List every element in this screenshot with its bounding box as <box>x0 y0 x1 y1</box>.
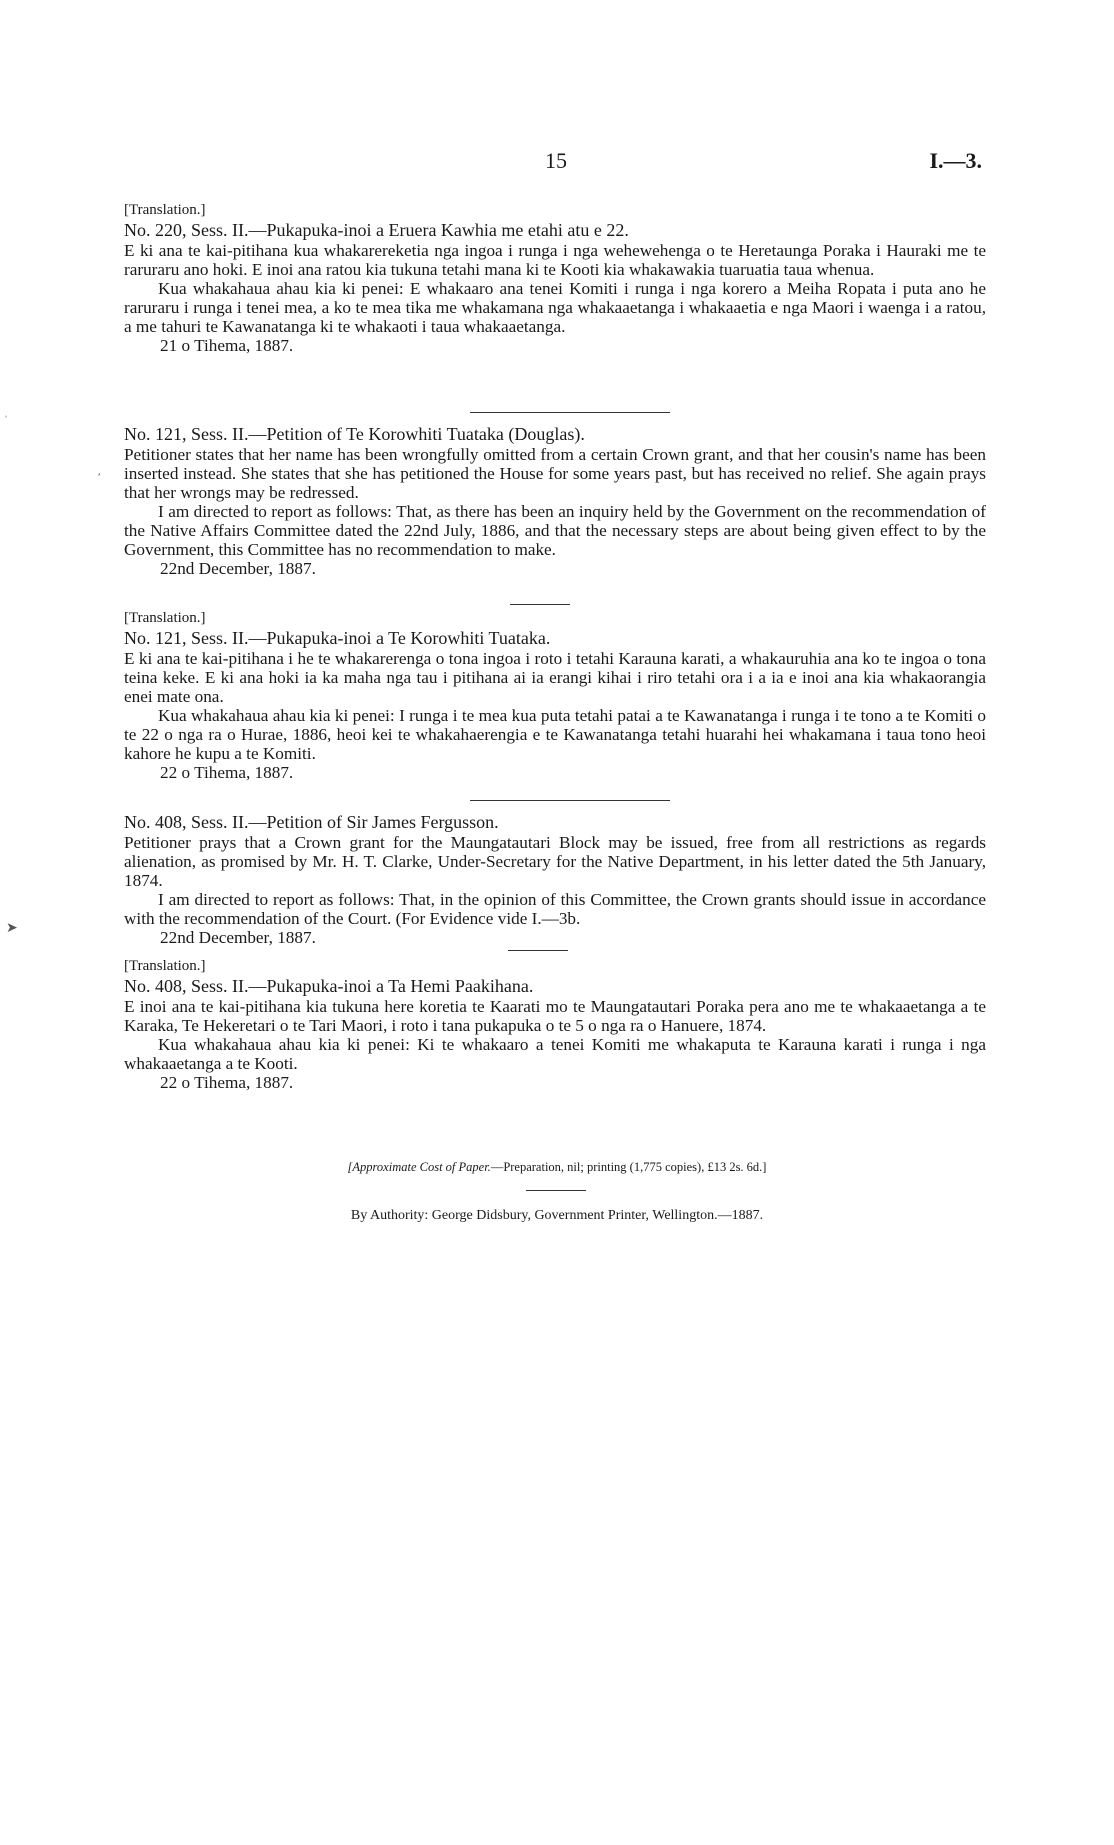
section-title: No. 121, Sess. II.—Petition of Te Korowhiti Tuataka (Douglas). <box>124 424 585 444</box>
paragraph: Petitioner states that her name has been wrongfully omitted from a certain Crown grant, and that her cousin's name has been inserted instead. She states that she has petitioned the House for some years past, but has received no relief. She again prays that her wrongs may be redressed. <box>124 445 986 502</box>
translation-label: [Translation.] <box>124 610 206 626</box>
printer-authority: By Authority: George Didsbury, Government Printer, Wellington.—1887. <box>350 1208 764 1223</box>
date-line: 22 o Tihema, 1887. <box>160 763 294 782</box>
paragraph: Petitioner prays that a Crown grant for the Maungatautari Block may be issued, free from all restrictions as regards alienation, as promised by Mr. H. T. Clarke, Under-Secretary for the Native Department, in his letter dated the 5th January, 1874. <box>124 833 986 890</box>
section-408-petition <box>124 812 986 947</box>
section-220-translation <box>124 200 986 355</box>
translation-label: [Translation.] <box>124 958 206 974</box>
date-line: 22 o Tihema, 1887. <box>160 1073 294 1092</box>
section-408-translation <box>124 956 986 1092</box>
section-divider <box>470 412 670 413</box>
paragraph: Kua whakahaua ahau kia ki penei: E whakaaro ana tenei Komiti i runga i nga korero a Meiha Ropata i puta ano he raruraru i runga i tenei mea, a ko te mea tika me whakamana nga whakaaetanga i whakaaetia e nga Maori i waenga i a ratou, a me tahuri te Kawanatanga ki te whakaoti i taua whakaaetanga. <box>124 279 986 336</box>
paragraph: E inoi ana te kai-pitihana kia tukuna here koretia te Kaarati mo te Maungatautari Poraka pera ano me te whakaaetanga a te Karaka, Te Hekeretari o te Tari Maori, i roto i tana pukapuka o te 5 o nga ra o Hanuere, 1874. <box>124 997 986 1035</box>
date-line: 21 o Tihema, 1887. <box>160 336 294 355</box>
translation-label: [Translation.] <box>124 202 206 218</box>
margin-mark-icon: ˌ <box>4 404 8 418</box>
section-divider <box>510 604 570 605</box>
page-number: 15 <box>545 148 567 173</box>
paragraph: Kua whakahaua ahau kia ki penei: I runga i te mea kua puta tetahi patai a te Kawanatanga i runga i te tono a te Komiti o te 22 o nga ra o Hurae, 1886, heoi kei te whakahaerengia e te Kawanatanga tetahi huarahi hei whakamana i taua tono heoi kahore he kupu a te Komiti. <box>124 706 986 763</box>
page-header <box>0 148 1114 178</box>
cost-label: [Approximate Cost of Paper. <box>347 1160 491 1174</box>
footer-divider <box>526 1190 586 1191</box>
margin-mark-icon: ➤ <box>6 921 18 936</box>
cost-text: —Preparation, nil; printing (1,775 copies), £13 2s. 6d.] <box>490 1160 767 1174</box>
paragraph: Kua whakahaua ahau kia ki penei: Ki te whakaaro a tenei Komiti me whakaputa te Karauna karati i runga i nga whakaaetanga a te Kooti. <box>124 1035 986 1073</box>
paragraph: I am directed to report as follows: That, as there has been an inquiry held by the Government on the recommendation of the Native Affairs Committee dated the 22nd July, 1886, and that the necessary steps are about being given effect to by the Government, this Committee has no recommendation to make. <box>124 502 986 559</box>
cost-note <box>0 1160 1114 1175</box>
section-121-petition <box>124 424 986 578</box>
date-line: 22nd December, 1887. <box>160 928 316 947</box>
document-code: I.—3. <box>929 148 982 173</box>
paragraph: I am directed to report as follows: That, in the opinion of this Committee, the Crown grants should issue in accordance with the recommendation of the Court. (For Evidence vide I.—3b. <box>124 890 986 928</box>
date-line: 22nd December, 1887. <box>160 559 316 578</box>
paragraph: E ki ana te kai-pitihana kua whakarereketia nga ingoa i runga i nga wehewehenga o te Heretaunga Poraka i Hauraki me te raruraru ano hoki. E inoi ana ratou kia tukuna tetahi mana ki te Kooti kia whakawakia tuaruatia taua whenua. <box>124 241 986 279</box>
section-121-translation <box>124 608 986 782</box>
section-title: No. 408, Sess. II.—Pukapuka-inoi a Ta Hemi Paakihana. <box>124 976 534 996</box>
section-title: No. 220, Sess. II.—Pukapuka-inoi a Eruera Kawhia me etahi atu e 22. <box>124 220 629 240</box>
section-divider <box>470 800 670 801</box>
section-title: No. 408, Sess. II.—Petition of Sir James Fergusson. <box>124 812 499 832</box>
section-title: No. 121, Sess. II.—Pukapuka-inoi a Te Korowhiti Tuataka. <box>124 628 551 648</box>
section-divider <box>508 950 568 951</box>
paragraph: E ki ana te kai-pitihana i he te whakarerenga o tona ingoa i roto i tetahi Karauna karati, a whakauruhia ana ko te ingoa o tona teina keke. E ki ana hoki ia ka maha nga tau i pitihana ai ia erangi kihai i riro tetahi ora i a ia e inoi ana kia whakaorangia enei mate ona. <box>124 649 986 706</box>
margin-mark-icon: ʹ <box>98 470 101 484</box>
